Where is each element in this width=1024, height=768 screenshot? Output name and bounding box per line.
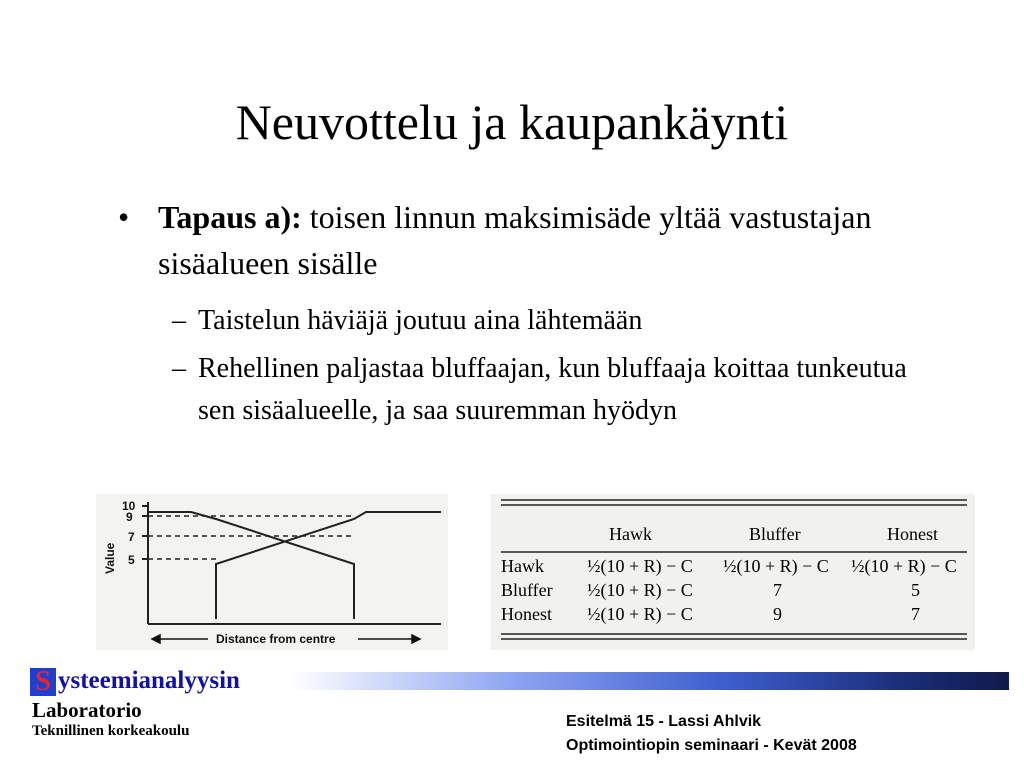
footer-info <box>566 710 857 758</box>
cell-bluffer-honest: 5 <box>911 580 920 600</box>
sub-bullet-dash: – <box>172 353 186 384</box>
cell-hawk-honest: ½(10 + R) − C <box>851 556 957 576</box>
sub-bullet-dash: – <box>172 305 186 336</box>
x-axis-label: Distance from centre <box>216 632 336 646</box>
value-distance-diagram <box>96 494 448 650</box>
logo-gradient-bar <box>290 672 1009 690</box>
lab-name: Laboratorio <box>32 698 142 722</box>
column-header-honest: Honest <box>887 524 938 544</box>
ytick-9: 9 <box>126 510 133 524</box>
row-label-hawk: Hawk <box>501 556 544 576</box>
column-header-bluffer: Bluffer <box>749 524 801 544</box>
cell-honest-hawk: ½(10 + R) − C <box>587 604 693 624</box>
sub-bullet <box>116 348 916 432</box>
school-name: Teknillinen korkeakoulu <box>32 723 190 739</box>
column-header-hawk: Hawk <box>609 524 652 544</box>
footer-line-2: Optimointiopin seminaari - Kevät 2008 <box>566 737 857 754</box>
ytick-7: 7 <box>128 530 135 544</box>
bullet-main-bold: Tapaus a): <box>158 199 302 235</box>
y-axis-label: Value <box>103 542 117 574</box>
cell-bluffer-bluffer: 7 <box>773 580 782 600</box>
cell-honest-honest: 7 <box>911 604 920 624</box>
bullet-list <box>116 194 916 432</box>
bullet-dot: • <box>118 199 130 235</box>
sub-bullet <box>116 300 916 342</box>
sub-bullet-text: Rehellinen paljastaa bluffaajan, kun bluffaaja koittaa tunkeutua sen sisäalueelle, ja saa suuremman hyödyn <box>198 353 907 426</box>
cell-hawk-bluffer: ½(10 + R) − C <box>723 556 829 576</box>
cell-hawk-hawk: ½(10 + R) − C <box>587 556 693 576</box>
logo-letter: S <box>30 668 56 696</box>
footer-line-1: Esitelmä 15 - Lassi Ahlvik <box>566 713 762 730</box>
bullet-main <box>116 194 916 286</box>
slide-title: Neuvottelu ja kaupankäynti <box>235 94 789 150</box>
sub-bullet-text: Taistelun häviäjä joutuu aina lähtemään <box>198 305 643 336</box>
bullet-main-text: toisen linnun maksimisäde yltää vastustajan sisäalueen sisälle <box>158 199 872 281</box>
cell-honest-bluffer: 9 <box>773 604 782 624</box>
ytick-5: 5 <box>128 553 135 567</box>
payoff-table-figure <box>491 494 975 650</box>
row-label-honest: Honest <box>501 604 552 624</box>
curve-right <box>216 512 441 619</box>
ytick-10: 10 <box>122 499 136 513</box>
logo-text: ysteemianalyysin <box>58 667 240 694</box>
cell-bluffer-hawk: ½(10 + R) − C <box>587 580 693 600</box>
row-label-bluffer: Bluffer <box>501 580 553 600</box>
value-distance-figure <box>96 494 448 650</box>
